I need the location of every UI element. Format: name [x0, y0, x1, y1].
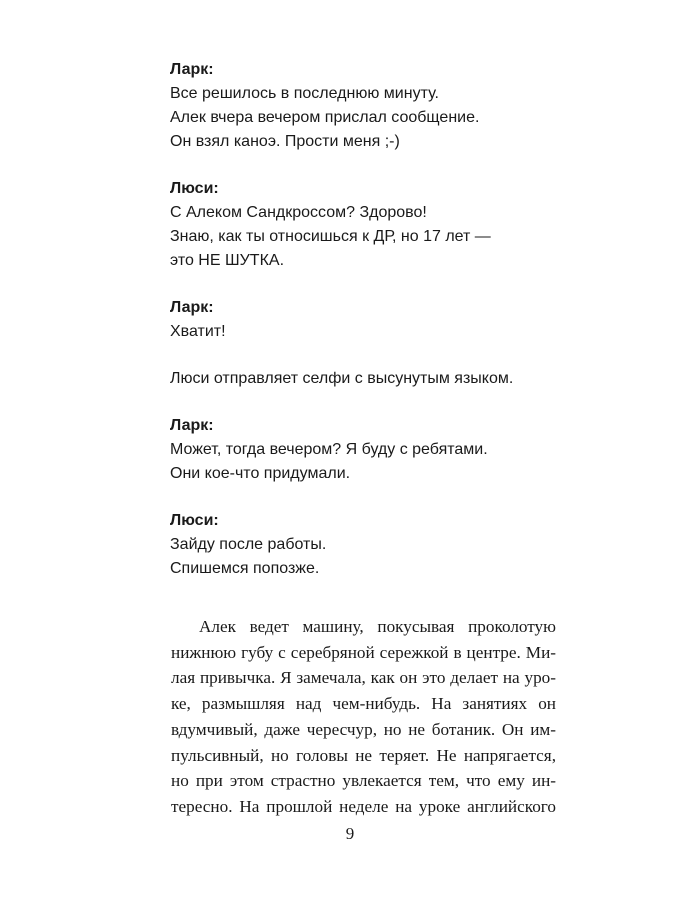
message-line: Может, тогда вечером? Я буду с ребятами.: [170, 441, 488, 458]
chat-message: [170, 296, 590, 344]
message-line: Алек вчера вечером прислал сообщение.: [170, 109, 480, 126]
page-number: 9: [345, 824, 355, 843]
paragraph-line: пульсивный, но головы не теряет. Не напрягается,: [171, 745, 556, 765]
paragraph-line: Алек ведет машину, покусывая проколотую: [199, 617, 556, 636]
chat-message: [170, 509, 590, 581]
message-line: Знаю, как ты относишься к ДР, но 17 лет —: [170, 228, 491, 245]
paragraph-line: вдумчивый, даже чересчур, но не ботаник. Он им-: [171, 719, 556, 739]
message-line: С Алеком Сандкроссом? Здорово!: [170, 204, 427, 221]
action-description: Люси отправляет селфи с высунутым языком.: [170, 370, 514, 387]
paragraph-line: ке, размышляя над чем-нибудь. На занятиях он: [171, 694, 556, 714]
speaker-name: Ларк:: [170, 417, 214, 434]
chat-message: [170, 177, 590, 273]
paragraph-line: нижнюю губу с серебряной сережкой в центре. Ми-: [171, 642, 556, 662]
speaker-name: Люси:: [170, 180, 219, 197]
paragraph-line: но при этом страстно увлекается тем, что ему ин-: [171, 771, 556, 791]
message-line: Он взял каноэ. Прости меня ;-): [170, 133, 400, 150]
paragraph-line: лая привычка. Я замечала, как он это делает на уро-: [171, 668, 556, 688]
message-line: это НЕ ШУТКА.: [170, 252, 285, 269]
message-line: Они кое-что придумали.: [170, 465, 351, 482]
text-message-exchange: [170, 58, 590, 604]
narrative-paragraph: [171, 614, 556, 820]
paragraph-line: тересно. На прошлой неделе на уроке английского: [171, 796, 556, 816]
speaker-name: Люси:: [170, 512, 219, 529]
chat-message: [170, 414, 590, 486]
message-line: Спишемся попозже.: [170, 560, 320, 577]
message-line: Хватит!: [170, 323, 226, 340]
speaker-name: Ларк:: [170, 299, 214, 316]
chat-message: [170, 58, 590, 154]
message-line: Все решилось в последнюю минуту.: [170, 85, 439, 102]
message-line: Зайду после работы.: [170, 536, 327, 553]
speaker-name: Ларк:: [170, 61, 214, 78]
